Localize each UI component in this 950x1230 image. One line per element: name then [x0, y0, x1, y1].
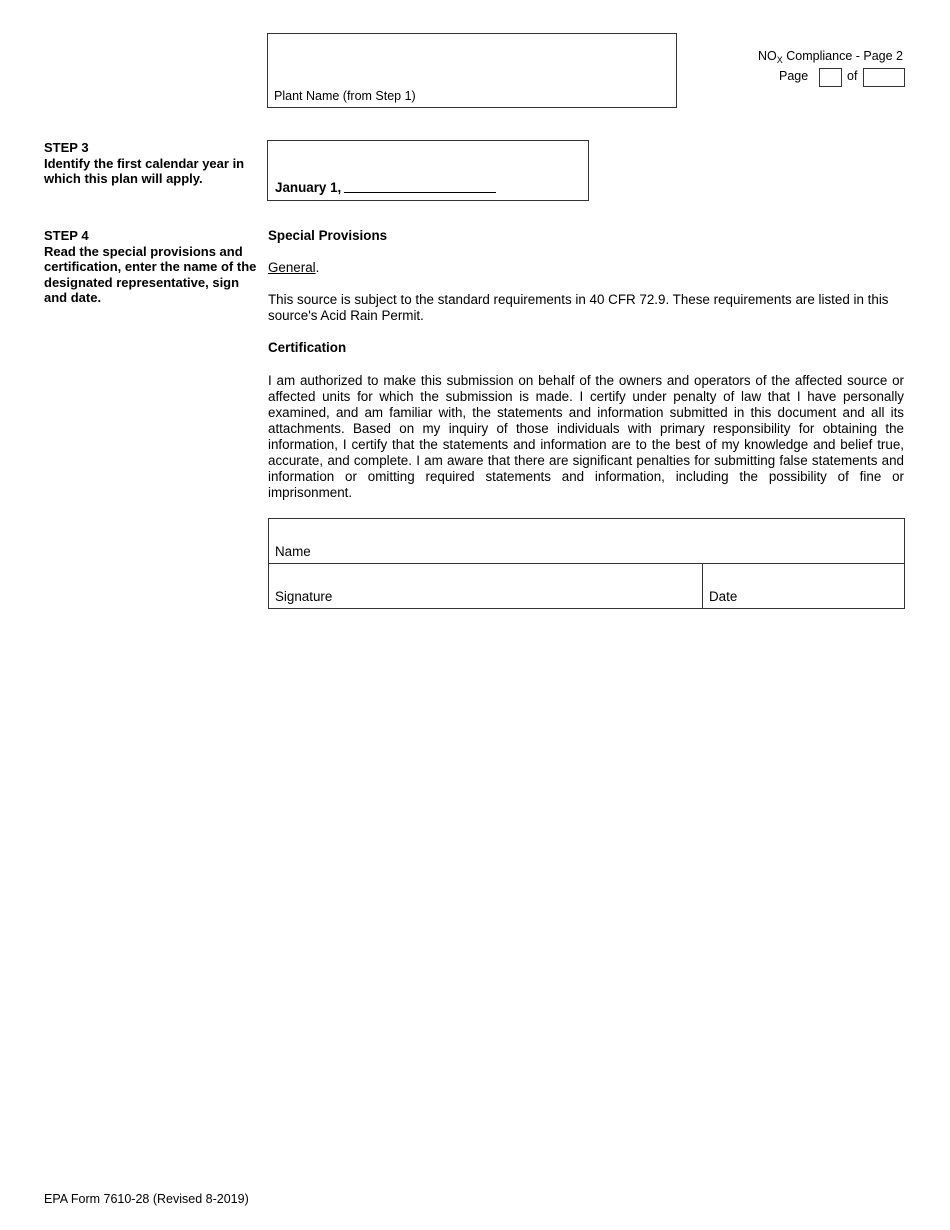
step4-instruction: Read the special provisions and certification, enter the name of the designated representative, sign and date. — [44, 243, 257, 305]
year-input[interactable] — [344, 179, 496, 193]
page-label: Page — [779, 69, 809, 83]
general-text: This source is subject to the standard requirements in 40 CFR 72.9. These requirements are listed in this source's Acid Rain Permit. — [268, 292, 889, 323]
name-label: Name — [275, 544, 311, 559]
date-field[interactable] — [703, 564, 904, 608]
step4-heading: STEP 4 — [44, 228, 89, 243]
of-label: of — [847, 69, 858, 83]
nox-suffix: Compliance - Page 2 — [782, 49, 903, 63]
step3-block — [44, 140, 262, 187]
name-field[interactable] — [269, 519, 904, 564]
page-title — [758, 49, 903, 65]
nox-prefix: NO — [758, 49, 777, 63]
plant-name-field[interactable] — [267, 33, 677, 108]
certification-title: Certification — [268, 340, 347, 355]
calendar-year-box — [267, 140, 589, 201]
signature-field[interactable] — [269, 564, 703, 608]
page-number-field[interactable] — [819, 68, 842, 87]
step3-instruction: Identify the first calendar year in which this plan will apply. — [44, 155, 245, 186]
step3-heading: STEP 3 — [44, 140, 89, 155]
year-row — [275, 179, 496, 195]
general-heading — [268, 260, 904, 276]
plant-name-label: Plant Name (from Step 1) — [274, 89, 416, 103]
form-footer: EPA Form 7610-28 (Revised 8-2019) — [44, 1192, 249, 1206]
signature-table — [268, 518, 905, 609]
signature-label: Signature — [275, 589, 333, 604]
general-label: General — [268, 260, 316, 275]
certification-text: I am authorized to make this submission on behalf of the owners and operators of the affected source or affected units for which the submission is made. I certify under penalty of law that I have personally examined, and am familiar with, the statements and information submitted in this document and all its attachments. Based on my inquiry of those individuals with primary responsibility for obtaining the information, I certify that the statements and information are to the best of my knowledge and belief true, accurate, and complete. I am aware that there are significant penalties for submitting false statements and information or omitting required statements and information, including the possibility of fine or imprisonment. — [268, 373, 904, 500]
date-label: Date — [709, 589, 738, 604]
general-period: . — [315, 260, 320, 275]
page-total-field[interactable] — [863, 68, 905, 87]
january-label: January 1, — [275, 180, 342, 195]
nox-subscript: X — [776, 55, 783, 65]
step4-block — [44, 228, 262, 306]
special-provisions-title: Special Provisions — [268, 228, 388, 243]
